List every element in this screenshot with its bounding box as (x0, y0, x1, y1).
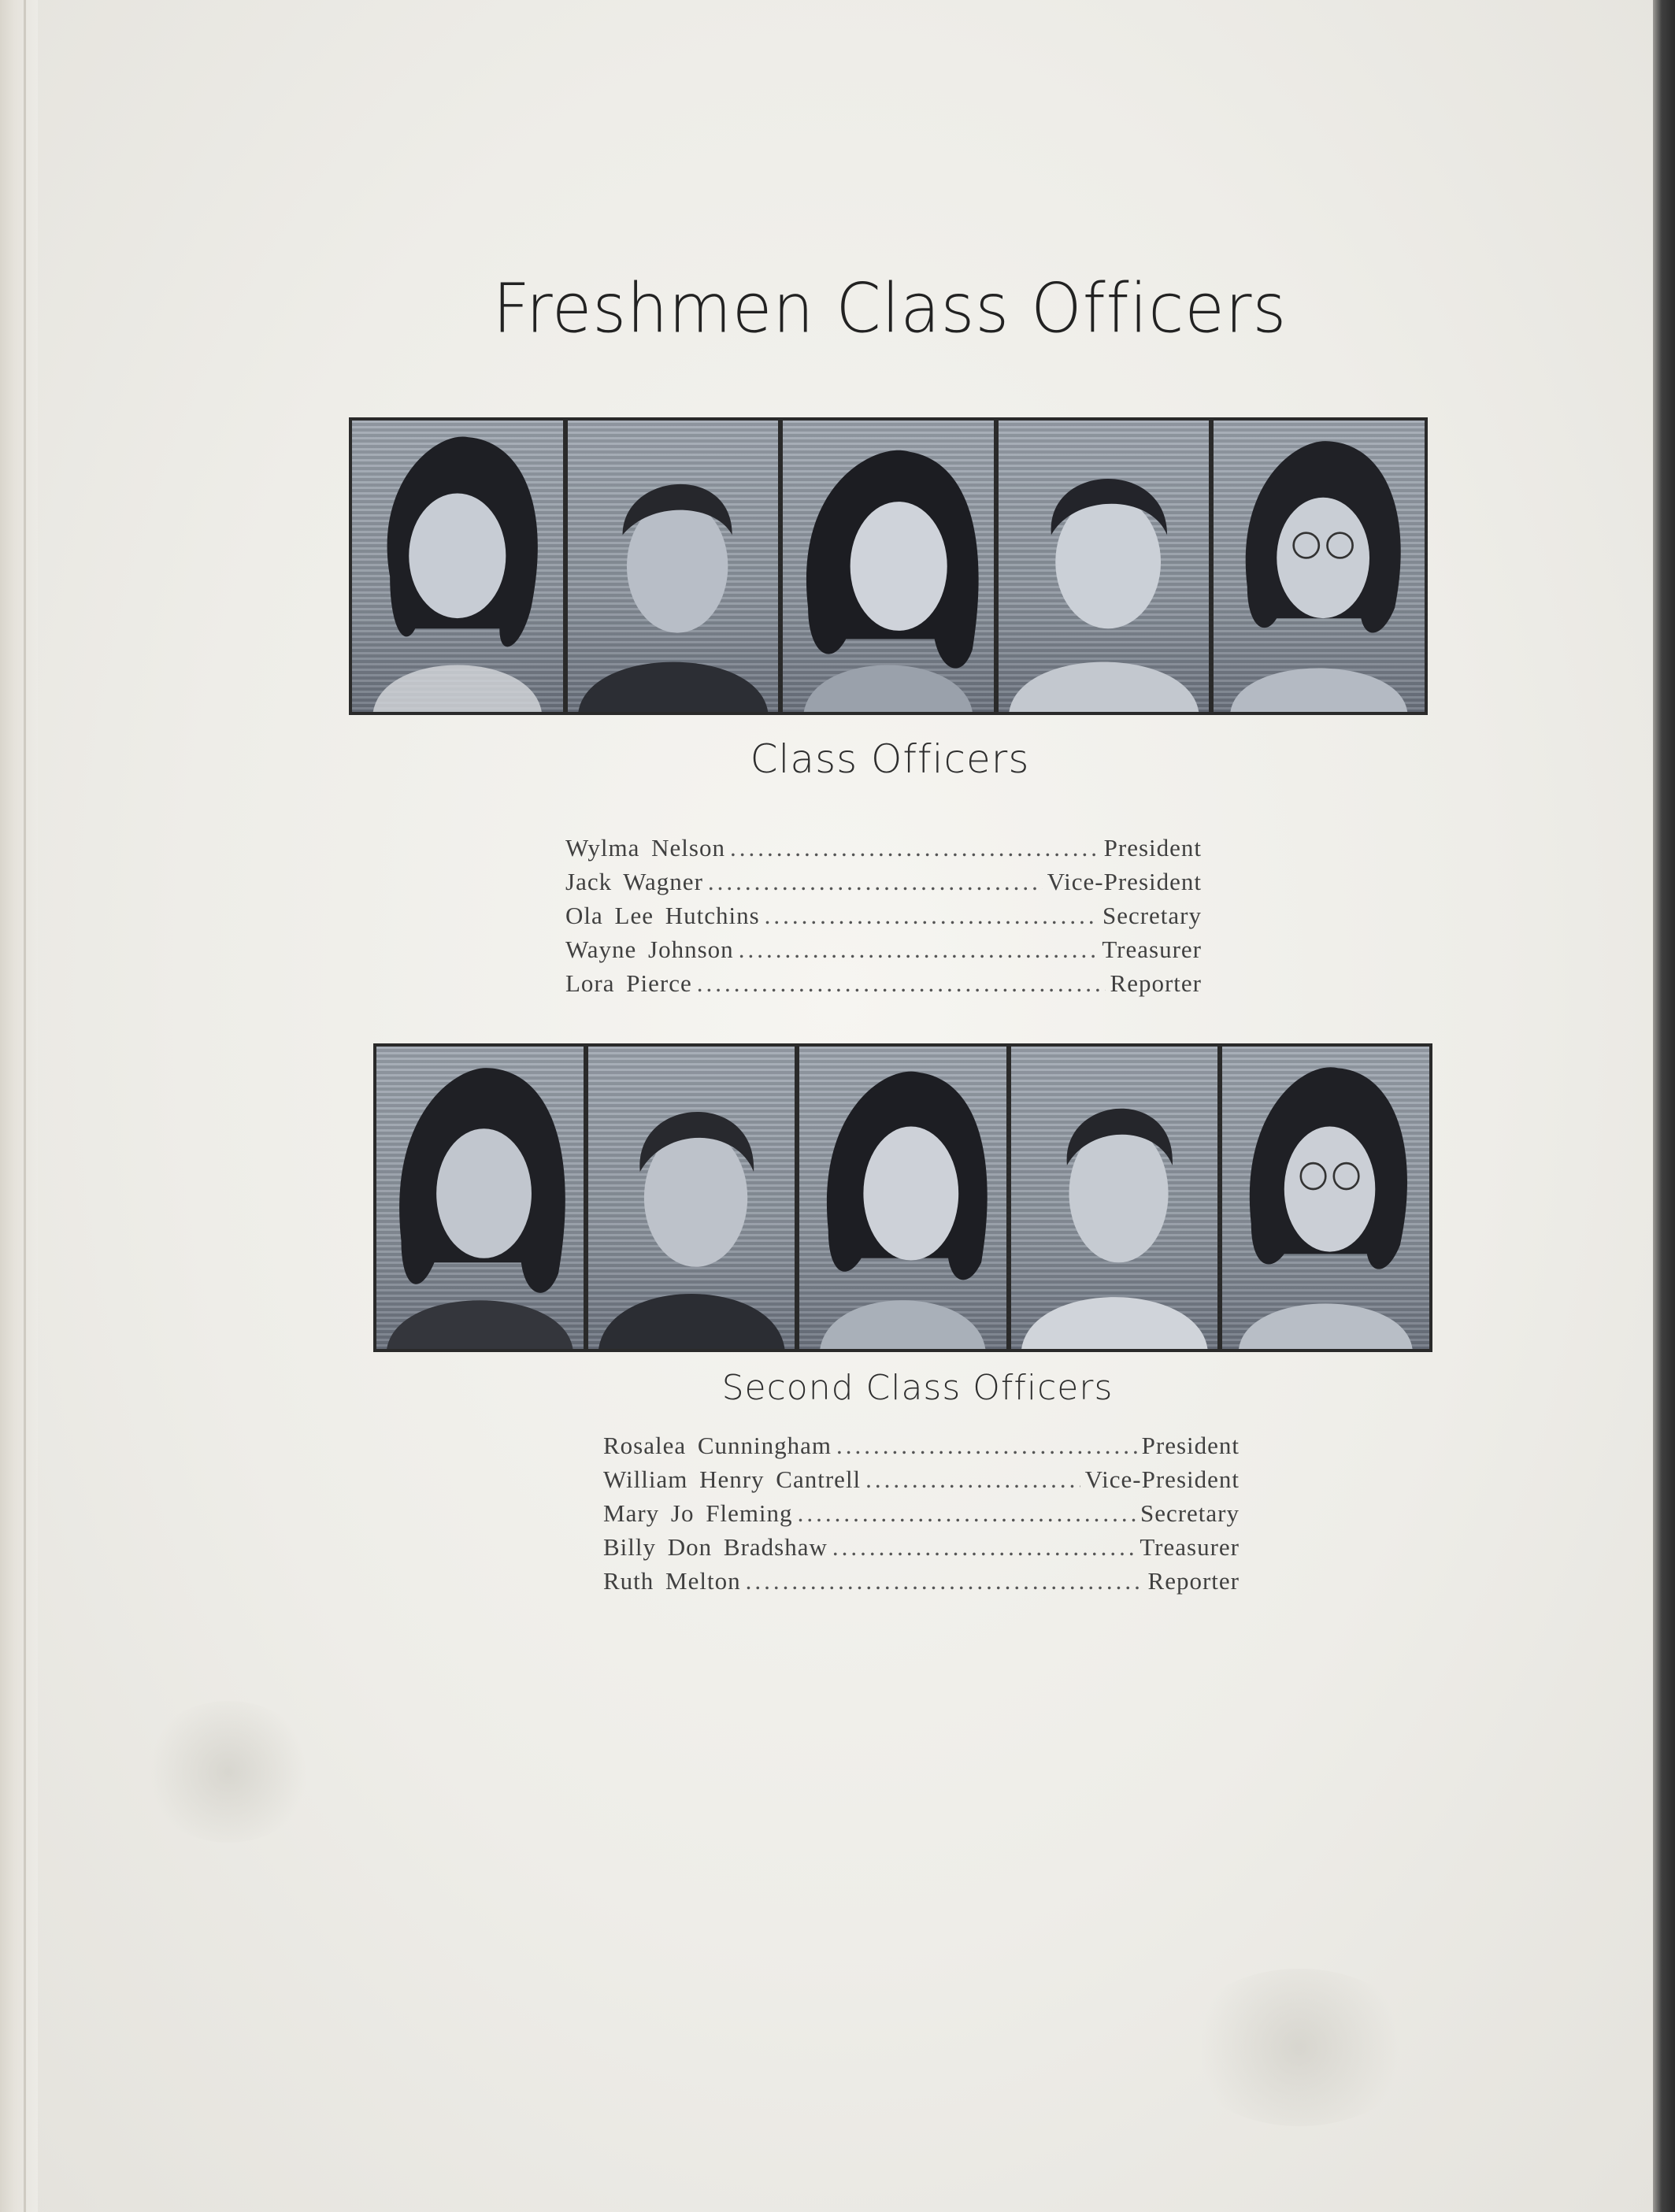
leader-dots (798, 1496, 1136, 1530)
officer-row (565, 966, 1202, 1000)
portrait-photo (783, 421, 994, 712)
first-group-roster (565, 831, 1202, 1000)
portrait-photo (1214, 421, 1425, 712)
officer-row (603, 1530, 1240, 1564)
leader-dots (765, 899, 1098, 932)
officer-role: Vice-President (1047, 868, 1202, 895)
officer-row (603, 1462, 1240, 1496)
officer-name: Ola Lee Hutchins (565, 902, 760, 929)
officer-name: Rosalea Cunningham (603, 1432, 832, 1459)
portrait-photo (1011, 1047, 1218, 1349)
officer-row (603, 1428, 1240, 1462)
second-group-heading: Second Class Officers (721, 1368, 1114, 1408)
officer-role: President (1141, 1432, 1240, 1459)
paper-stain (1181, 1969, 1417, 2126)
portrait-photo (799, 1047, 1006, 1349)
portrait-photo (588, 1047, 795, 1349)
officer-role: Secretary (1140, 1499, 1240, 1527)
officer-role: Vice-President (1084, 1465, 1240, 1493)
leader-dots (832, 1530, 1135, 1564)
first-group-heading: Class Officers (750, 736, 1030, 782)
officer-row (565, 899, 1202, 932)
officer-row (565, 932, 1202, 966)
officer-name: William Henry Cantrell (603, 1465, 862, 1493)
officer-role: Reporter (1110, 969, 1202, 997)
officer-role: Secretary (1102, 902, 1202, 929)
leader-dots (697, 966, 1106, 1000)
officer-role: President (1103, 834, 1202, 861)
leader-dots (739, 932, 1098, 966)
page-title: Freshmen Class Officers (492, 269, 1288, 349)
portrait-photo (352, 421, 563, 712)
second-group-roster (603, 1428, 1240, 1598)
paper-stain (142, 1701, 315, 1843)
officer-role: Treasurer (1140, 1533, 1240, 1561)
officer-role: Reporter (1147, 1567, 1240, 1595)
portrait-photo (568, 421, 779, 712)
officer-row (603, 1564, 1240, 1598)
portrait-photo (1222, 1047, 1429, 1349)
officer-name: Wylma Nelson (565, 834, 725, 861)
portrait-photo (376, 1047, 584, 1349)
officer-name: Billy Don Bradshaw (603, 1533, 828, 1561)
officer-row (603, 1496, 1240, 1530)
officer-row (565, 865, 1202, 899)
officer-role: Treasurer (1102, 936, 1202, 963)
officer-name: Mary Jo Fleming (603, 1499, 793, 1527)
leader-dots (865, 1462, 1080, 1496)
officer-name: Ruth Melton (603, 1567, 741, 1595)
leader-dots (746, 1564, 1143, 1598)
officer-name: Wayne Johnson (565, 936, 734, 963)
portrait-photo (999, 421, 1210, 712)
officer-name: Lora Pierce (565, 969, 692, 997)
photo-strip-first-group (349, 417, 1428, 715)
leader-dots (708, 865, 1043, 899)
leader-dots (836, 1428, 1137, 1462)
leader-dots (730, 831, 1099, 865)
photo-strip-second-group (373, 1043, 1432, 1352)
officer-row (565, 831, 1202, 865)
officer-name: Jack Wagner (565, 868, 703, 895)
